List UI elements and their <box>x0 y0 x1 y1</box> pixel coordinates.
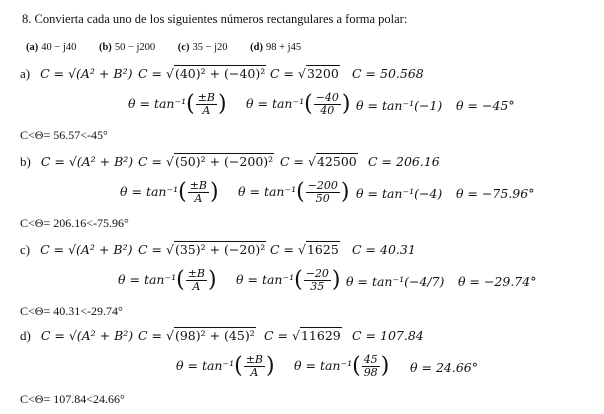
part-c-angle-sub: θ = tan⁻¹( $\frac{-20}{35}$ ) <box>236 267 341 293</box>
part-d-angle-sub: θ = tan⁻¹( $\frac{45}{98}$ ) <box>294 353 390 379</box>
part-c-magnitude: C = 40.31 <box>352 242 416 257</box>
part-a-sqrt-value: 3200 <box>306 66 339 81</box>
part-b-substitution: C = √(50)² + (−200)² <box>138 154 274 169</box>
part-c-substitution: C = √(35)² + (−20)² <box>138 242 266 257</box>
part-c-magnitude-row <box>20 242 132 258</box>
part-d-angle-generic: θ = tan⁻¹( $\frac{\pm B}{A}$ ) <box>176 353 275 379</box>
part-a-sqrt-expr: (40)² + (−40)² <box>174 66 266 81</box>
part-d-substitution: C = √(98)² + (45)² <box>138 328 255 343</box>
part-b-angle-generic: θ = tan⁻¹( $\frac{\pm B}{A}$ ) <box>120 179 219 205</box>
part-c-result: C<Θ= 40.31<-29.74° <box>20 304 123 318</box>
part-c-label: c) <box>20 242 31 257</box>
part-a-result: C<Θ= 56.57<-45° <box>20 128 108 142</box>
part-b-sqrt: C = √42500 <box>280 154 357 169</box>
part-d-sqrt-expr: (98)² + (45)² <box>174 328 255 343</box>
part-b-label: b) <box>20 154 31 169</box>
part-c-tan-arg: θ = tan⁻¹(−4/7) <box>346 274 445 289</box>
part-d-result: C<Θ= 107.84<24.66° <box>20 392 125 406</box>
part-b-sqrt-value: 42500 <box>316 154 357 169</box>
options-row <box>26 42 321 53</box>
part-c-sqrt: C = √1625 <box>270 242 339 257</box>
part-d-sqrt: C = √11629 <box>264 328 341 343</box>
option-b: (b) 50 − j200 <box>98 42 156 53</box>
part-d-sqrt-value: 11629 <box>300 328 341 343</box>
part-a-angle-generic: θ = tan⁻¹( $\frac{\pm B}{A}$ ) <box>128 91 227 117</box>
part-a-tan-arg: θ = tan⁻¹(−1) <box>356 98 443 113</box>
part-b-sqrt-expr: (50)² + (−200)² <box>174 154 274 169</box>
part-a-generic-formula: C = √(A² + B²) <box>40 66 133 81</box>
part-c-sqrt-value: 1625 <box>306 242 339 257</box>
option-c: (c) 35 − j20 <box>177 42 228 53</box>
part-b-generic-formula: C = √(A² + B²) <box>40 154 134 169</box>
part-a-angle-sub: θ = tan⁻¹( $\frac{-40}{40}$ ) <box>246 91 351 117</box>
part-c-angle: θ = −29.74° <box>458 274 537 289</box>
part-b-angle: θ = −75.96° <box>456 186 535 201</box>
problem-title: 8. Convierta cada uno de los siguientes números rectangulares a forma polar: <box>22 12 408 26</box>
part-d-angle: θ = 24.66° <box>410 360 478 375</box>
part-d-generic-formula: C = √(A² + B²) <box>40 328 134 343</box>
part-a-angle: θ = −45° <box>456 98 515 113</box>
option-a: (a) 40 − j40 <box>26 42 77 53</box>
option-d: (d) 98 + j45 <box>250 42 302 53</box>
part-b-tan-arg: θ = tan⁻¹(−4) <box>356 186 443 201</box>
part-a-magnitude-row <box>20 66 132 82</box>
part-a-magnitude: C = 50.568 <box>352 66 424 81</box>
part-c-generic-formula: C = √(A² + B²) <box>40 242 133 257</box>
part-a-label: a) <box>20 66 31 81</box>
part-d-magnitude-row <box>20 328 133 344</box>
part-b-magnitude: C = 206.16 <box>368 154 440 169</box>
part-c-angle-generic: θ = tan⁻¹( $\frac{\pm B}{A}$ ) <box>118 267 217 293</box>
part-c-sqrt-expr: (35)² + (−20)² <box>174 242 266 257</box>
part-a-sqrt: C = √3200 <box>270 66 339 81</box>
part-b-magnitude-row <box>20 154 133 170</box>
part-b-angle-sub: θ = tan⁻¹( $\frac{-200}{50}$ ) <box>238 179 350 205</box>
part-d-magnitude: C = 107.84 <box>352 328 424 343</box>
part-a-substitution: C = √(40)² + (−40)² <box>138 66 266 81</box>
part-d-label: d) <box>20 328 31 343</box>
part-b-result: C<Θ= 206.16<-75.96° <box>20 216 129 230</box>
